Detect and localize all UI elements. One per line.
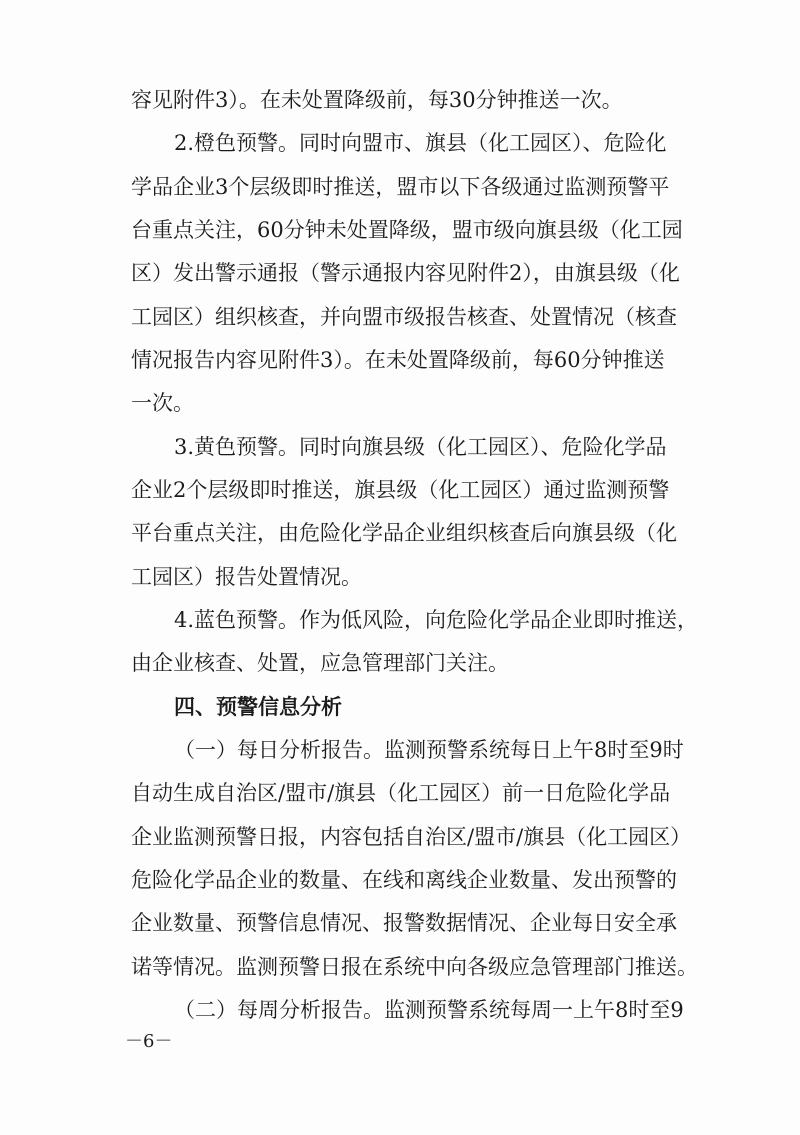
body-text-line: 学品企业3个层级即时推送，盟市以下各级通过监测预警平 [131, 175, 670, 199]
body-text-line: 工园区）报告处置情况。 [131, 565, 362, 589]
body-text-line: （一）每日分析报告。监测预警系统每日上午8时至9时 [174, 738, 684, 762]
body-text-line: 情况报告内容见附件3）。在未处置降级前，每60分钟推送 [131, 348, 665, 372]
body-text-line: 一次。 [131, 391, 194, 415]
body-text-line: 区）发出警示通报（警示通报内容见附件2），由旗县级（化 [131, 261, 680, 285]
page-number: －6－ [125, 1031, 173, 1052]
body-text-line: 由企业核查、处置，应急管理部门关注。 [131, 651, 509, 675]
body-text-line: （二）每周分析报告。监测预警系统每周一上午8时至9 [174, 998, 684, 1022]
body-text-line: 3.黄色预警。同时向旗县级（化工园区）、危险化学品 [174, 435, 667, 459]
body-text-line: 平台重点关注，由危险化学品企业组织核查后向旗县级（化 [131, 521, 677, 545]
body-text-line: 4.蓝色预警。作为低风险，向危险化学品企业即时推送， [174, 608, 699, 632]
body-text-line: 企业2个层级即时推送，旗县级（化工园区）通过监测预警 [131, 478, 670, 502]
section-heading: 四、预警信息分析 [174, 695, 342, 719]
body-text-line: 企业数量、预警信息情况、报警数据情况、企业每日安全承 [131, 911, 677, 935]
body-text-line: 台重点关注，60分钟未处置降级，盟市级向旗县级（化工园 [131, 218, 683, 242]
body-text-line: 2.橙色预警。同时向盟市、旗县（化工园区）、危险化 [174, 131, 667, 155]
body-text-line: 诺等情况。监测预警日报在系统中向各级应急管理部门推送。 [131, 955, 698, 979]
body-text-line: 容见附件3）。在未处置降级前，每30分钟推送一次。 [131, 88, 623, 112]
body-text-line: 企业监测预警日报，内容包括自治区/盟市/旗县（化工园区） [131, 825, 692, 849]
body-text-line: 工园区）组织核查，并向盟市级报告核查、处置情况（核查 [131, 305, 677, 329]
body-text-line: 危险化学品企业的数量、在线和离线企业数量、发出预警的 [131, 868, 677, 892]
body-text-line: 自动生成自治区/盟市/旗县（化工园区）前一日危险化学品 [131, 781, 671, 805]
